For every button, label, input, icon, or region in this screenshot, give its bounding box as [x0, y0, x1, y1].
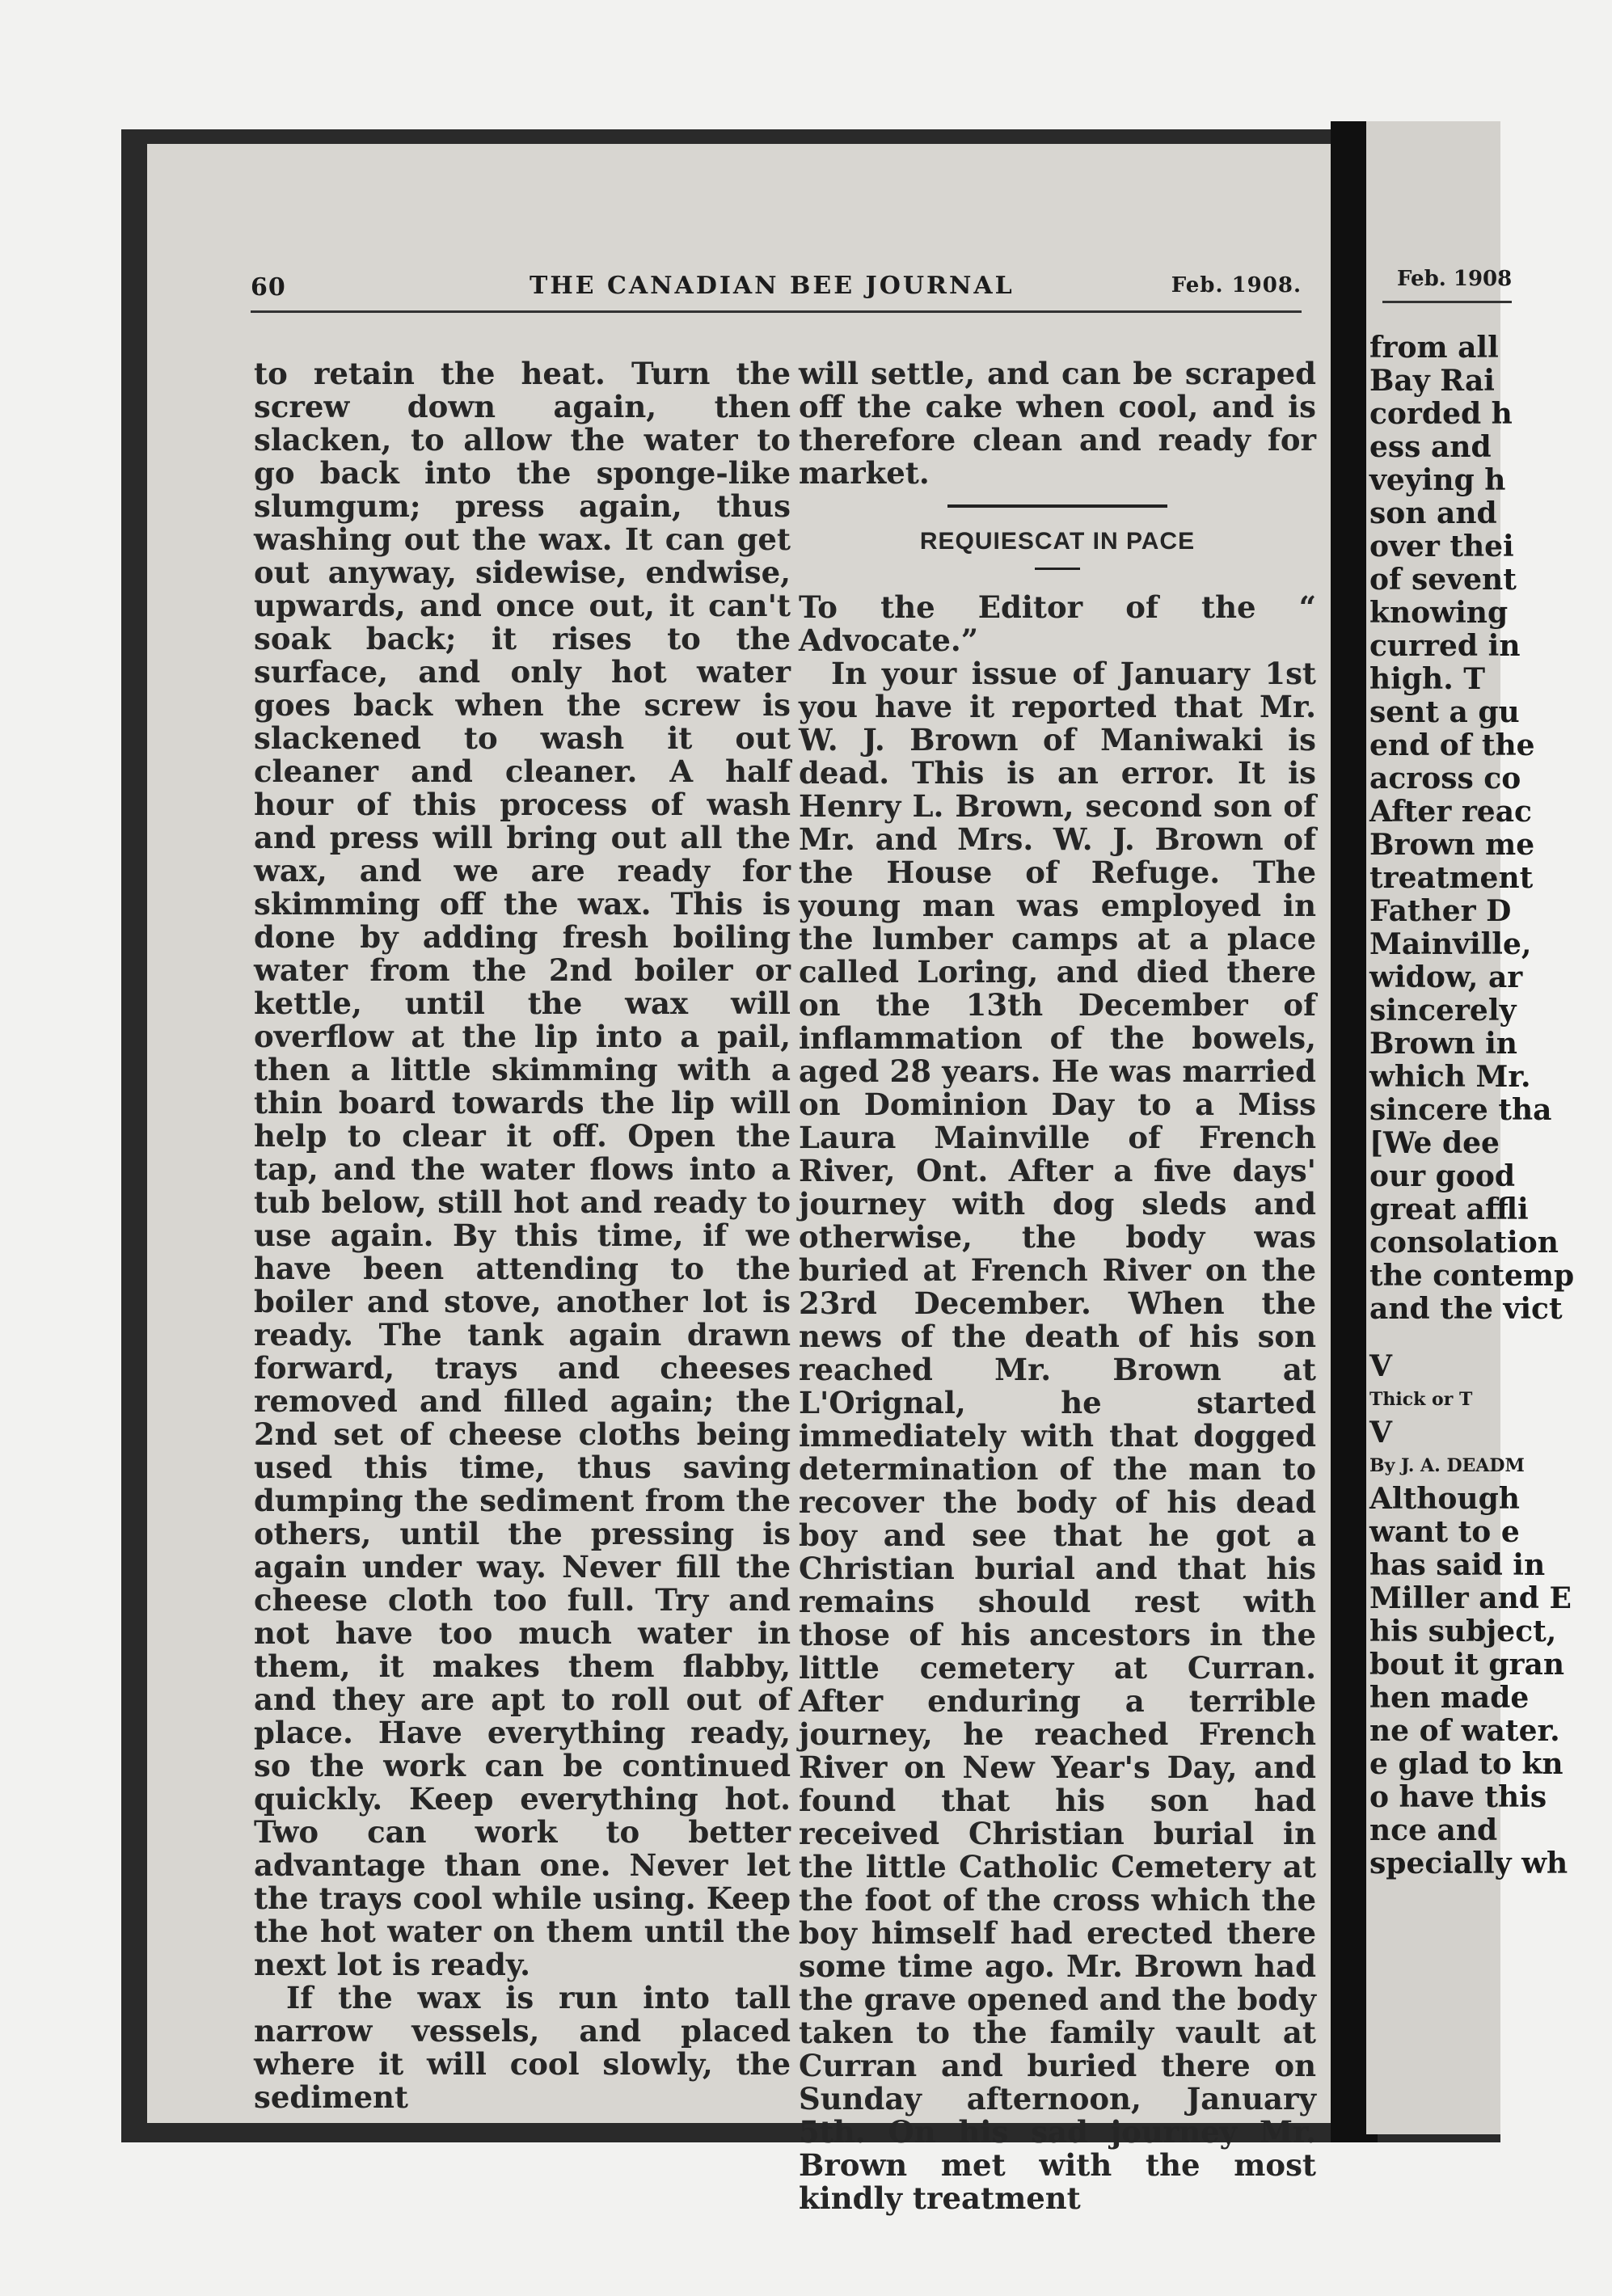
adjacent-line: [We dee	[1369, 1126, 1500, 1160]
adjacent-line: of sevent	[1369, 563, 1517, 597]
adjacent-line: curred in	[1369, 629, 1521, 663]
adjacent-line: specially wh	[1369, 1847, 1568, 1880]
adjacent-line: V	[1369, 1416, 1392, 1450]
adjacent-line: son and	[1369, 496, 1497, 530]
adjacent-line: Brown in	[1369, 1027, 1517, 1061]
adjacent-line: consolation	[1369, 1226, 1559, 1260]
adjacent-line: his subject,	[1369, 1614, 1557, 1648]
body-paragraph: In your issue of January 1st you have it reported that Mr. W. J. Brown of Maniwaki is dead. This is an error. It is Henry L. Brown, second son of Mr. and Mrs. W. J. Brown of the House of Refuge. The young man was employed in the lumber camps at a place called Loring, and died there on the 13th December of inflammation of the bowels, aged 28 years. He was married on Dominion Day to a Miss Laura Mainville of French River, Ont. After a five days' journey with dog sleds and otherwise, the body was buried at French River on the 23rd December. When the news of the death of his son reached Mr. Brown at L'Orignal, he started immediately with that dogged determination of the man to recover the body of his dead boy and see that he got a Christian burial and that his remains should rest with those of his ancestors in the little cemetery at Curran. After enduring a terrible journey, he reached French River on New Year's Day, and found that his son had received Christian burial in the little Catholic Cemetery at the foot of the cross which the boy himself had erected there some time ago. Mr. Brown had the grave opened and the body taken to the family vault at Curran and buried there on Sunday afternoon, January 5th. On his sad journey Mr. Brown met with the most kindly treatment	[799, 656, 1316, 2216]
adjacent-line: e glad to kn	[1369, 1747, 1563, 1781]
adjacent-line: from all	[1369, 331, 1499, 365]
adjacent-line: sent a gu	[1369, 695, 1520, 729]
adjacent-line: nce and	[1369, 1813, 1498, 1847]
body-paragraph: If the wax is run into tall narrow vessels, and placed where it will cool slowly, the sediment	[254, 1980, 791, 2115]
section-title: REQUIESCAT IN PACE	[919, 528, 1196, 555]
salutation: To the Editor of the “ Advocate.”	[799, 589, 1316, 658]
adjacent-line: which Mr.	[1369, 1060, 1531, 1094]
adjacent-line: want to e	[1369, 1515, 1520, 1549]
adjacent-line: V	[1369, 1349, 1392, 1383]
adjacent-line: Bay Rai	[1369, 364, 1495, 398]
adjacent-line: Thick or T	[1369, 1389, 1473, 1410]
adjacent-line: Although	[1369, 1482, 1520, 1516]
adjacent-page-header: Feb. 1908	[1397, 267, 1513, 291]
adjacent-line: After reac	[1369, 795, 1532, 829]
adjacent-line: Father D	[1369, 894, 1512, 928]
adjacent-line: Miller and E	[1369, 1581, 1572, 1615]
issue-date: Feb. 1908.	[1171, 273, 1302, 298]
adjacent-header-rule	[1382, 301, 1512, 303]
adjacent-line: sincerely	[1369, 994, 1517, 1028]
adjacent-line: bout it gran	[1369, 1648, 1564, 1682]
adjacent-line: high. T	[1369, 662, 1486, 696]
adjacent-page-text	[1369, 331, 1612, 1880]
adjacent-spacer	[1369, 1326, 1612, 1350]
adjacent-line: widow, ar	[1369, 960, 1523, 994]
adjacent-line: By J. A. DEADM	[1369, 1455, 1525, 1476]
adjacent-line: corded h	[1369, 397, 1513, 431]
continuation-paragraph: will settle, and can be scraped off the cake when cool, and is therefore clean and ready for market.	[799, 356, 1316, 491]
running-head	[251, 267, 1302, 307]
adjacent-line: the contemp	[1369, 1259, 1575, 1293]
adjacent-line: across co	[1369, 762, 1521, 796]
adjacent-line: over thei	[1369, 530, 1514, 563]
adjacent-line: o have this	[1369, 1780, 1547, 1814]
column-left	[254, 357, 791, 2114]
adjacent-line: ess and	[1369, 430, 1492, 464]
section-rule	[947, 504, 1167, 508]
adjacent-line: our good	[1369, 1159, 1516, 1193]
adjacent-line: great affli	[1369, 1192, 1529, 1226]
adjacent-line: treatment	[1369, 861, 1534, 895]
adjacent-line: ne of water.	[1369, 1714, 1560, 1748]
adjacent-line: Mainville,	[1369, 927, 1532, 961]
adjacent-line: hen made	[1369, 1681, 1530, 1715]
adjacent-line: Brown me	[1369, 828, 1535, 862]
adjacent-page-edge	[1366, 121, 1575, 2134]
body-paragraph: to retain the heat. Turn the screw down again, then slacken, to allow the water to go back into the sponge-like slumgum; press again, thus washing out the wax. It can get out anyway, sidewise, endwise, upwards, and once out, it can't soak back; it rises to the surface, and only hot water goes back when the screw is slackened to wash it out cleaner and cleaner. A half hour of this process of wash and press will bring out all the wax, and we are ready for skimming off the wax. This is done by adding fresh boiling water from the 2nd boiler or kettle, until the wax will overflow at the lip into a pail, then a little skimming with a thin board towards the lip will help to clear it off. Open the tap, and the water flows into a tub below, still hot and ready to use again. By this time, if we have been attending to the boiler and stove, another lot is ready. The tank again drawn forward, trays and cheeses removed and filled again; the 2nd set of cheese cloths being used this time, thus saving dumping the sediment from the others, until the pressing is again under way. Never fill the cheese cloth too full. Try and not have too much water in them, it makes them flabby, and they are apt to roll out of place. Have everything ready, so the work can be continued quickly. Keep everything hot. Two can work to better advantage than one. Never let the trays cool while using. Keep the hot water on them until the next lot is ready.	[254, 356, 791, 1982]
column-right	[799, 357, 1316, 2215]
header-rule	[251, 310, 1302, 313]
section-rule-short	[1035, 568, 1080, 570]
adjacent-line: veying h	[1369, 463, 1506, 497]
journal-title: THE CANADIAN BEE JOURNAL	[530, 272, 1015, 300]
adjacent-line: has said in	[1369, 1548, 1546, 1582]
adjacent-line: and the vict	[1369, 1292, 1563, 1326]
adjacent-line: end of the	[1369, 728, 1535, 762]
adjacent-line: knowing	[1369, 596, 1509, 630]
page-number: 60	[251, 273, 286, 302]
adjacent-line: sincere tha	[1369, 1093, 1552, 1127]
